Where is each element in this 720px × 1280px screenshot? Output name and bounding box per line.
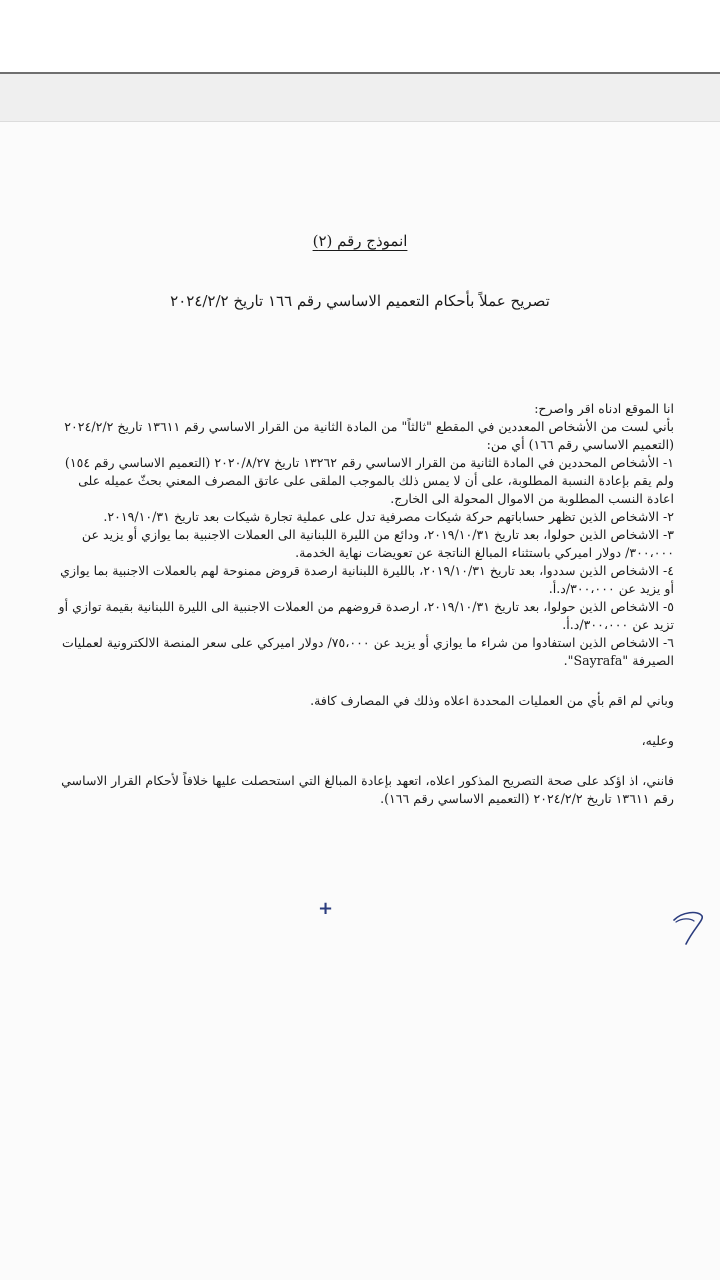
page-gap (0, 74, 720, 122)
form-title-text: انموذج رقم (٢) (312, 232, 408, 250)
list-item: ٢- الاشخاص الذين تظهر حساباتهم حركة شيكات مصرفية تدل على عملية تجارة شيكات بعد تاريخ ٢٠١٩/١٠/٣١. (103, 509, 674, 524)
document-page (0, 122, 720, 1280)
spacer (52, 750, 674, 772)
list-item: ٥- الاشخاص الذين حولوا، بعد تاريخ ٢٠١٩/١٠/٣١، ارصدة قروضهم من العملات الاجنبية الى الليرة اللبنانية بقيمة توازي أو تزيد عن ٣٠٠،٠٠٠/د.أ. (58, 599, 674, 632)
closing-statement: وباني لم اقم بأي من العمليات المحددة اعلاه وذلك في المصارف كافة. (310, 693, 674, 708)
list-item: ٤- الاشخاص الذين سددوا، بعد تاريخ ٢٠١٩/١٠/٣١، بالليرة اللبنانية ارصدة قروض ممنوحة لهم بالعملات الاجنبية بما يوازي أو يزيد عن ٣٠٠،٠٠٠/د.أ. (60, 563, 674, 596)
form-title (0, 232, 720, 250)
declaration-body (52, 400, 674, 808)
therefore-line: وعليه، (641, 733, 674, 748)
final-paragraph: فانني، اذ اؤكد على صحة التصريح المذكور اعلاه، اتعهد بإعادة المبالغ التي استحصلت عليها خلافاً لأحكام القرار الاساسي رقم ١٣٦١١ تاريخ ٢٠٢٤/٢/٢ (التعميم الاساسي رقم ١٦٦). (61, 773, 674, 806)
list-item: ٣- الاشخاص الذين حولوا، بعد تاريخ ٢٠١٩/١٠/٣١، ودائع من الليرة اللبنانية الى العملات الاجنبية بما يوازي أو يزيد عن ٣٠٠،٠٠٠/ دولار اميركي باستثناء المبالغ الناتجة عن تعويضات نهاية الخدمة. (81, 527, 674, 560)
intro-line: انا الموقع ادناه اقر واصرح: (534, 401, 674, 416)
form-subtitle: تصريح عملاً بأحكام التعميم الاساسي رقم ١٦٦ تاريخ ٢٠٢٤/٢/٢ (170, 292, 550, 310)
signature-mark (668, 908, 708, 948)
list-item: ١- الأشخاص المحددين في المادة الثانية من القرار الاساسي رقم ١٣٢٦٢ تاريخ ٢٠٢٠/٨/٢٧ (التعميم الاساسي رقم ١٥٤) ولم يقم بإعادة النسبة المطلوبة، على أن لا يمس ذلك بالموجب الملقى على عاتق المصرف المعني بحثّ عميله على اعادة النسب المطلوبة من الاموال المحولة الى الخارج. (64, 455, 674, 506)
top-blank-area (0, 0, 720, 72)
spacer (52, 710, 674, 732)
declaration-paragraph: بأني لست من الأشخاص المعددين في المقطع "ثالثاً" من المادة الثانية من القرار الاساسي رقم ١٣٦١١ تاريخ ٢٠٢٤/٢/٢ (التعميم الاساسي رقم ١٦٦) أي من: (64, 419, 674, 452)
list-item: ٦- الاشخاص الذين استفادوا من شراء ما يوازي أو يزيد عن ٧٥،٠٠٠/ دولار اميركي على سعر المنصة الالكترونية لعمليات الصيرفة "Sayrafa". (62, 635, 674, 668)
spacer (52, 670, 674, 692)
plus-mark: + (318, 898, 334, 919)
